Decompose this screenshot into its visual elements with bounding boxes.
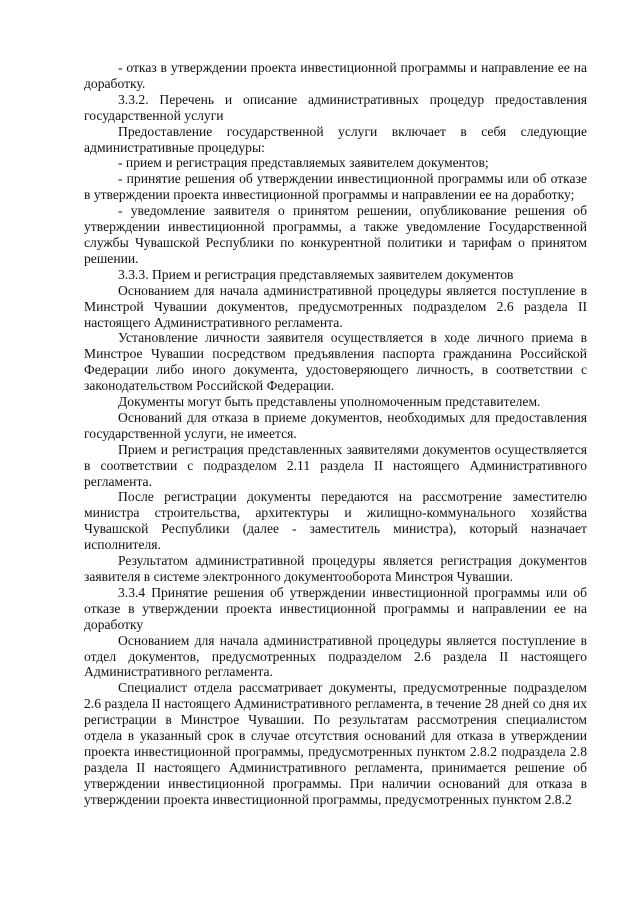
list-item-decision: - принятие решения об утверждении инвестиционной программы или об отказе в утверждении проекта инвестиционной программы и направлении ее на доработку;	[84, 171, 587, 203]
paragraph-rejection-item: - отказ в утверждении проекта инвестиционной программы и направление ее на доработку.	[84, 60, 587, 91]
paragraph-result-registration: Результатом административной процедуры является регистрация документов заявителя в системе электронного документооборота Минстроя Чувашии.	[84, 553, 587, 584]
paragraph-basis-reception: Основанием для начала административной процедуры является поступление в Минстрой Чувашии документов, предусмотренных подразделом 2.6 раздела II настоящего Административного регламента.	[84, 282, 587, 330]
section-heading-3-3-2: 3.3.2. Перечень и описание административных процедур предоставления государственной услуги	[84, 91, 587, 123]
section-heading-3-3-3: 3.3.3. Прием и регистрация представляемых заявителем документов	[118, 266, 514, 282]
list-item-reception: - прием и регистрация представляемых заявителем документов;	[118, 155, 489, 171]
paragraph-registration: Прием и регистрация представленных заявителями документов осуществляется в соответствии с подразделом 2.11 раздела II настоящего Административного регламента.	[84, 441, 587, 489]
paragraph-procedures-intro: Предоставление государственной услуги включает в себя следующие административные процедуры:	[84, 123, 587, 155]
paragraph-identity: Установление личности заявителя осуществляется в ходе личного приема в Минстрое Чувашии посредством предъявления паспорта гражданина Российской Федерации либо иного документа, удостоверяющего личность, в соответствии с законодательством Российской Федерации.	[84, 330, 587, 394]
paragraph-representative: Документы могут быть представлены уполномоченным представителем.	[118, 394, 541, 410]
list-item-notification: - уведомление заявителя о принятом решении, опубликование решения об утверждении инвестиционной программы, а также уведомление Государственной службы Чувашской Республики по конкурентной политики и тарифам о принятом решении.	[84, 203, 587, 266]
paragraph-basis-decision: Основанием для начала административной процедуры является поступление в отдел документов, предусмотренных подразделом 2.6 раздела II настоящего Административного регламента.	[84, 632, 587, 680]
document-body	[84, 60, 587, 808]
paragraph-specialist-review: Специалист отдела рассматривает документы, предусмотренные подразделом 2.6 раздела II настоящего Административного регламента, в течение 28 дней со дня их регистрации в Минстрое Чувашии. По результатам рассмотрения специалистом отдела в указанный срок в случае отсутствия оснований для отказа в утверждении проекта инвестиционной программы, предусмотренных пунктом 2.8.2 подраздела 2.8 раздела II настоящего Административного регламента, принимается решение об утверждении инвестиционной программы. При наличии оснований для отказа в утверждении проекта инвестиционной программы, предусмотренных пунктом 2.8.2	[84, 680, 587, 807]
paragraph-transfer: После регистрации документы передаются на рассмотрение заместителю министра строительства, архитектуры и жилищно-коммунального хозяйства Чувашской Республики (далее - заместитель министра), который назначает исполнителя.	[84, 489, 587, 553]
section-heading-3-3-4: 3.3.4 Принятие решения об утверждении инвестиционной программы или об отказе в утверждении проекта инвестиционной программы и направлении ее на доработку	[84, 584, 587, 632]
paragraph-no-refusal-grounds: Оснований для отказа в приеме документов, необходимых для предоставления государственной услуги, не имеется.	[84, 409, 587, 441]
